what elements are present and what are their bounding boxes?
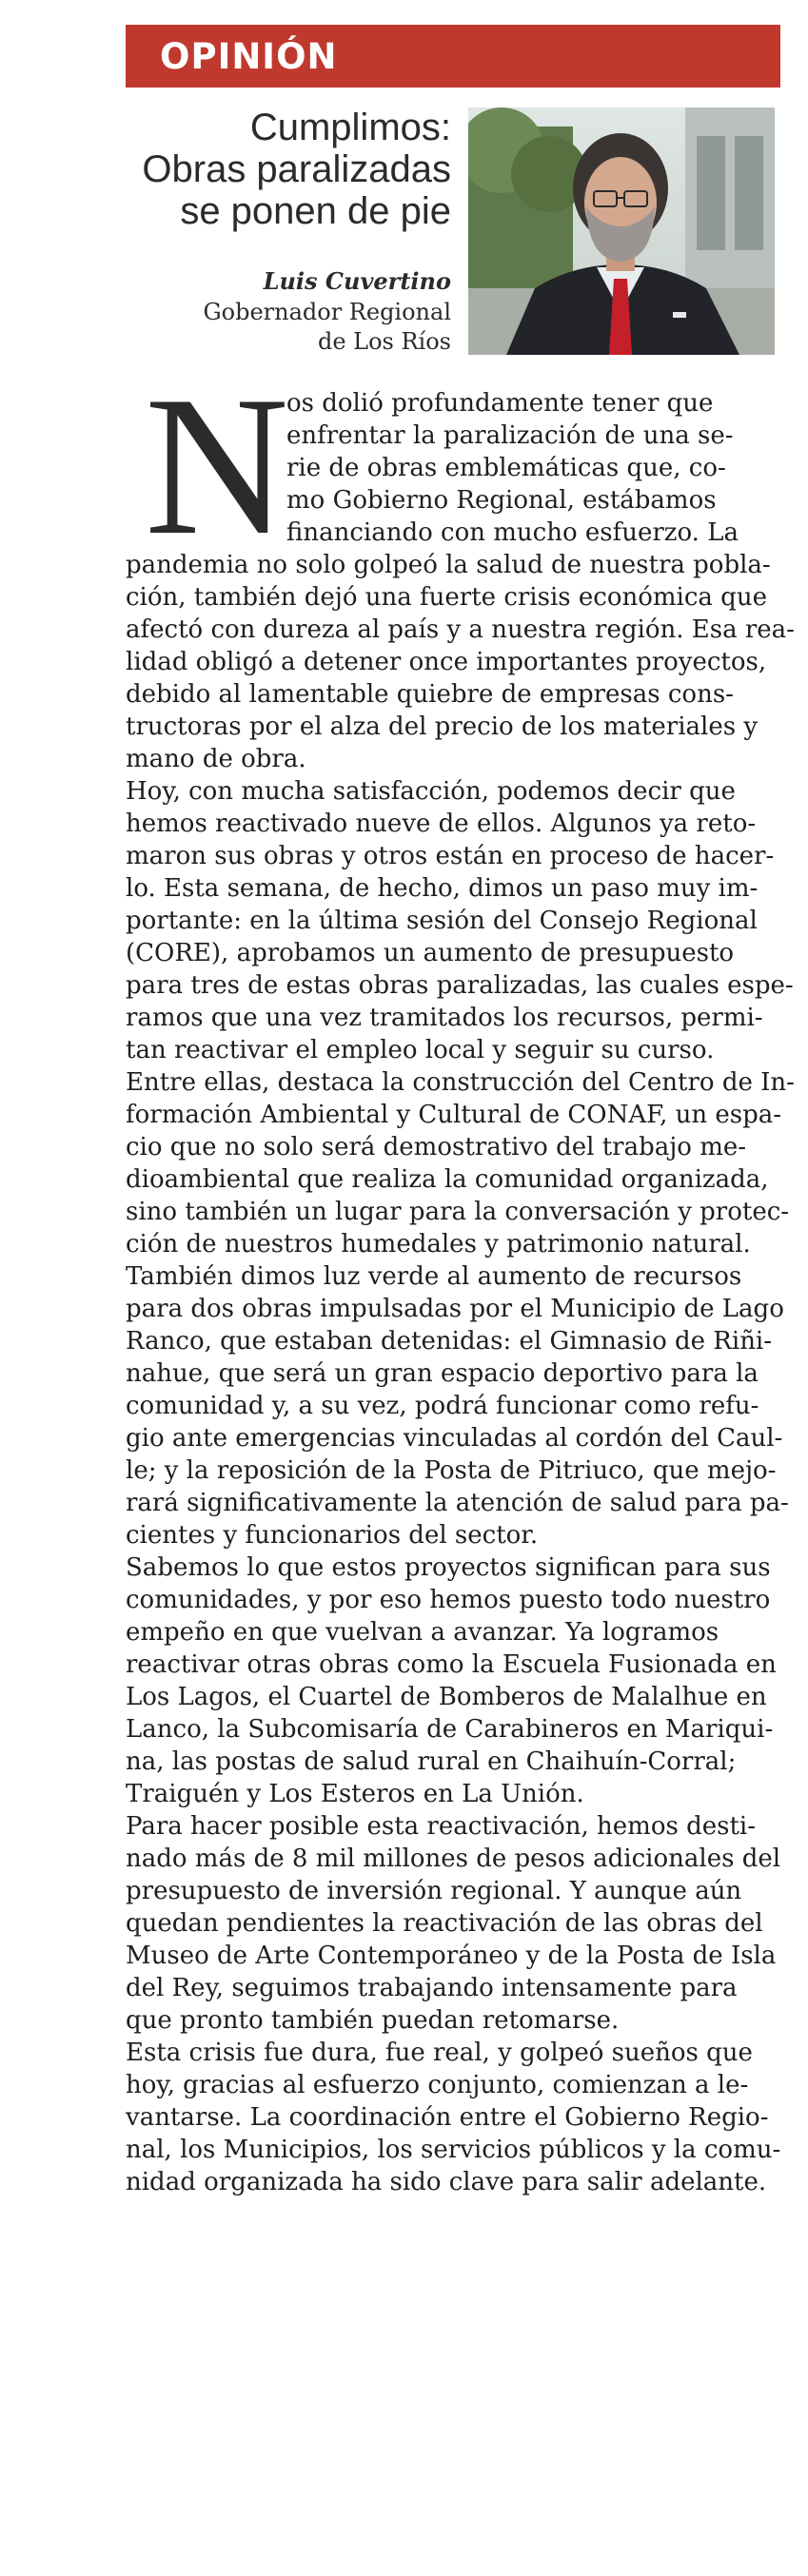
article-line: vantarse. La coordinación entre el Gobierno Regio- xyxy=(126,2103,769,2132)
article-body xyxy=(126,387,795,2198)
article-line: nal, los Municipios, los servicios públicos y la comu- xyxy=(126,2136,781,2164)
article-line: enfrentar la paralización de una se- xyxy=(286,421,734,450)
article-line: mo Gobierno Regional, estábamos xyxy=(286,486,717,515)
article-line: nado más de 8 mil millones de pesos adicionales del xyxy=(126,1844,781,1873)
article-line: afectó con dureza al país y a nuestra región. Esa rea- xyxy=(126,615,795,644)
article-line: tan reactivar el empleo local y seguir su curso. xyxy=(126,1036,715,1064)
article-line: lidad obligó a detener once importantes proyectos, xyxy=(126,648,767,676)
headline-line: se ponen de pie xyxy=(180,190,451,232)
article-line: ción de nuestros humedales y patrimonio natural. xyxy=(126,1230,751,1259)
article-line: ramos que una vez tramitados los recursos, permi- xyxy=(126,1004,763,1032)
article-line: formación Ambiental y Cultural de CONAF, un espa- xyxy=(126,1101,782,1129)
article-line: También dimos luz verde al aumento de recursos xyxy=(126,1262,742,1291)
article-line: comunidades, y por eso hemos puesto todo nuestro xyxy=(126,1586,771,1614)
article-line: portante: en la última sesión del Consejo Regional xyxy=(126,907,758,935)
article-line: gio ante emergencias vinculadas al cordón del Caul- xyxy=(126,1424,783,1453)
article-line: (CORE), aprobamos un aumento de presupuesto xyxy=(126,939,735,967)
article-line: Para hacer posible esta reactivación, hemos desti- xyxy=(126,1812,757,1841)
article-line: ción, también dejó una fuerte crisis económica que xyxy=(126,583,767,612)
headline-line: Cumplimos: xyxy=(249,107,451,148)
headline xyxy=(137,107,451,232)
article-line: sino también un lugar para la conversación y protec- xyxy=(126,1198,790,1226)
article-line: Ranco, que estaban detenidas: el Gimnasio de Riñi- xyxy=(126,1327,773,1356)
author-photo xyxy=(468,107,775,355)
article-line: financiando con mucho esfuerzo. La xyxy=(286,518,739,547)
section-label: OPINIÓN xyxy=(160,35,338,77)
article-line: mano de obra. xyxy=(126,745,306,773)
article-line: rará significativamente la atención de salud para pa- xyxy=(126,1489,789,1517)
drop-cap: N xyxy=(145,356,289,576)
article-line: hemos reactivado nueve de ellos. Algunos ya reto- xyxy=(126,810,757,838)
article-line: Traiguén y Los Esteros en La Unión. xyxy=(126,1780,584,1808)
article-line: empeño en que vuelvan a avanzar. Ya logramos xyxy=(126,1618,719,1647)
author-role xyxy=(166,298,451,357)
article-line: Entre ellas, destaca la construcción del Centro de In- xyxy=(126,1068,795,1097)
author-role-line: Gobernador Regional xyxy=(203,299,451,325)
article-line: para dos obras impulsadas por el Municipio de Lago xyxy=(126,1295,784,1323)
article-line: Sabemos lo que estos proyectos significan para sus xyxy=(126,1553,771,1582)
article-line: os dolió profundamente tener que xyxy=(286,389,714,418)
article-line: tructoras por el alza del precio de los materiales y xyxy=(126,712,759,741)
article-line: nahue, que será un gran espacio deportivo para la xyxy=(126,1359,759,1388)
article-line: lo. Esta semana, de hecho, dimos un paso muy im- xyxy=(126,874,759,903)
article-line: para tres de estas obras paralizadas, las cuales espe- xyxy=(126,971,794,1000)
article-line: Hoy, con mucha satisfacción, podemos decir que xyxy=(126,777,736,806)
article-line: quedan pendientes la reactivación de las obras del xyxy=(126,1909,763,1938)
article-line: del Rey, seguimos trabajando intensamente para xyxy=(126,1974,738,2002)
headline-line: Obras paralizadas xyxy=(142,148,451,190)
article-line: Museo de Arte Contemporáneo y de la Posta de Isla xyxy=(126,1942,777,1970)
article-line: maron sus obras y otros están en proceso de hacer- xyxy=(126,842,775,870)
article-line: debido al lamentable quiebre de empresas cons- xyxy=(126,680,734,709)
article-line: dioambiental que realiza la comunidad organizada, xyxy=(126,1165,769,1194)
article-line: na, las postas de salud rural en Chaihuín-Corral; xyxy=(126,1747,737,1776)
article-line: cientes y funcionarios del sector. xyxy=(126,1521,539,1550)
article-line: Esta crisis fue dura, fue real, y golpeó sueños que xyxy=(126,2039,753,2067)
article-line: pandemia no solo golpeó la salud de nuestra pobla- xyxy=(126,551,771,579)
author-role-line: de Los Ríos xyxy=(317,328,451,355)
article-line: que pronto también puedan retomarse. xyxy=(126,2006,620,2035)
author-name: Luis Cuvertino xyxy=(263,267,451,295)
section-header xyxy=(126,25,780,88)
article-line: le; y la reposición de la Posta de Pitriuco, que mejo- xyxy=(126,1456,777,1485)
article-line: presupuesto de inversión regional. Y aunque aún xyxy=(126,1877,742,1905)
article-line: reactivar otras obras como la Escuela Fusionada en xyxy=(126,1650,777,1679)
article-line: Los Lagos, el Cuartel de Bomberos de Malalhue en xyxy=(126,1683,767,1711)
article-line: Lanco, la Subcomisaría de Carabineros en Mariqui- xyxy=(126,1715,774,1744)
article-line: comunidad y, a su vez, podrá funcionar como refu- xyxy=(126,1392,759,1420)
article-line: hoy, gracias al esfuerzo conjunto, comienzan a le- xyxy=(126,2071,749,2099)
article-line: nidad organizada ha sido clave para salir adelante. xyxy=(126,2168,767,2196)
article-line: rie de obras emblemáticas que, co- xyxy=(286,454,726,482)
article-line: cio que no solo será demostrativo del trabajo me- xyxy=(126,1133,747,1161)
